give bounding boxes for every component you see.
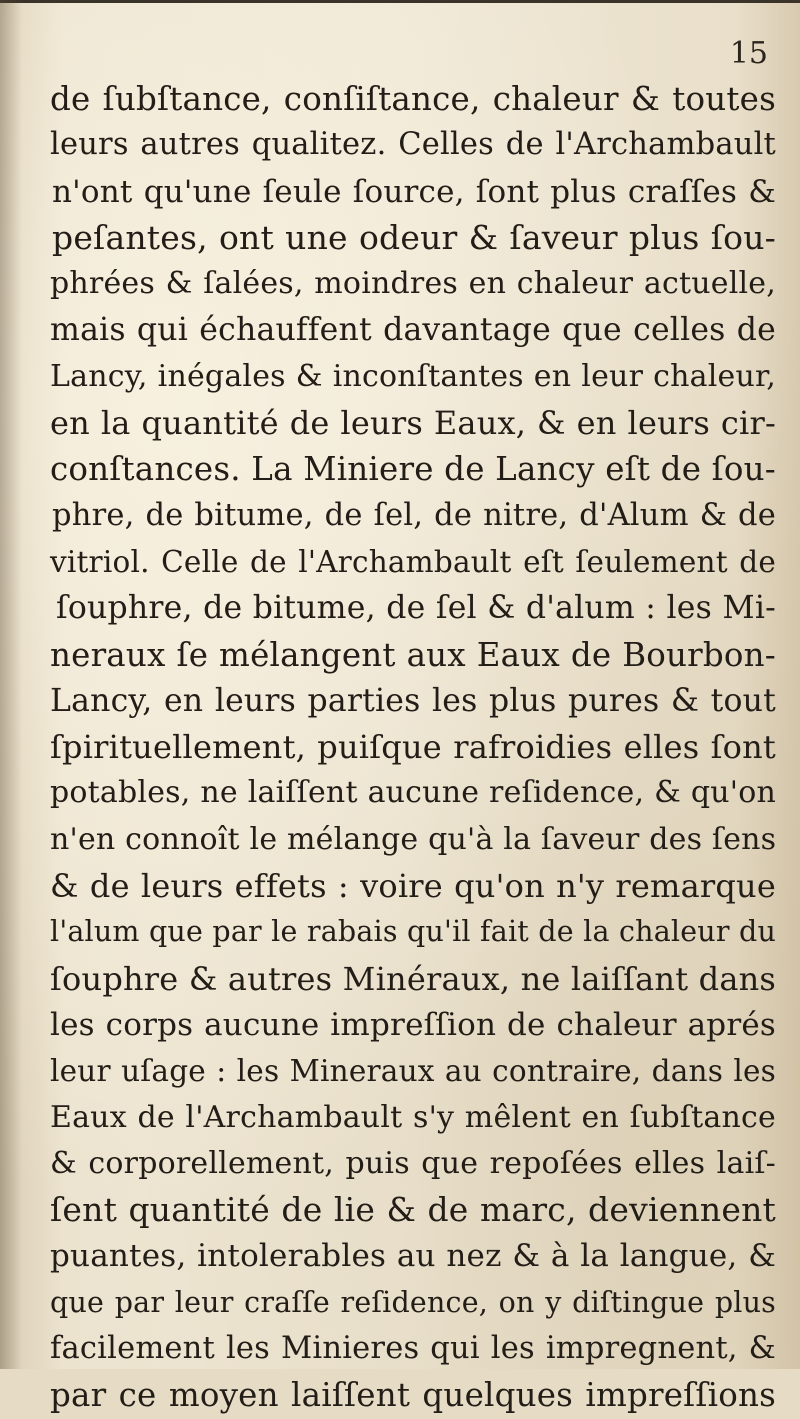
text-line: de ſubſtance, conſiſtance, chaleur & toutes xyxy=(50,80,776,118)
page-number: 15 xyxy=(729,36,768,71)
text-line: que par leur craſſe reſidence, on y diſtingue plus xyxy=(50,1285,776,1319)
text-line: par ce moyen laiſſent quelques impreſſions xyxy=(50,1376,776,1415)
text-line: facilement les Minieres qui les impregnent, & xyxy=(50,1331,776,1367)
text-line: vitriol. Celle de l'Archambault eſt ſeulement de xyxy=(50,544,776,579)
text-line: phre, de bitume, de ſel, de nitre, d'Alum & de xyxy=(52,497,776,533)
text-line: peſantes, ont une odeur & ſaveur plus ſou- xyxy=(52,217,776,257)
text-line: les corps aucune impreſſion de chaleur aprés xyxy=(50,1006,776,1043)
text-line: & de leurs effets : voire qu'on n'y remarque xyxy=(50,867,776,906)
text-line: Lancy, inégales & inconſtantes en leur chaleur, xyxy=(50,358,776,394)
text-line: leur uſage : les Mineraux au contraire, dans les xyxy=(50,1054,776,1089)
text-line: puantes, intolerables au nez & à la langue, & xyxy=(50,1238,776,1275)
text-line: n'en connoît le mélange qu'à la ſaveur des ſens xyxy=(50,821,777,857)
text-line: ſouphre & autres Minéraux, ne laiſſant dans xyxy=(50,959,777,998)
text-line: en la quantité de leurs Eaux, & en leurs cir- xyxy=(50,404,776,443)
text-line: ſouphre, de bitume, de ſel & d'alum : les Mi- xyxy=(56,590,776,627)
text-line: ſent quantité de lie & de marc, deviennent xyxy=(50,1190,776,1230)
text-line: potables, ne laiſſent aucune reſidence, & qu'on xyxy=(50,775,776,811)
text-line: neraux ſe mélangent aux Eaux de Bourbon- xyxy=(50,635,776,674)
text-line: leurs autres qualitez. Celles de l'Archambault xyxy=(50,127,776,163)
text-line: phrées & ſalées, moindres en chaleur actuelle, xyxy=(50,266,776,302)
text-line: Eaux de l'Archambault s'y mêlent en ſubſtance xyxy=(50,1099,776,1135)
text-line: n'ont qu'une ſeule ſource, ſont plus craſſes & xyxy=(52,173,776,210)
text-line: mais qui échauffent davantage que celles de xyxy=(50,312,776,349)
spine-shadow xyxy=(0,0,22,1369)
text-line: l'alum que par le rabais qu'il fait de la chaleur du xyxy=(50,915,776,949)
text-line: & corporellement, puis que repoſées elles laiſ- xyxy=(50,1145,776,1181)
text-line: conſtances. La Miniere de Lancy eſt de ſou- xyxy=(50,450,776,489)
top-border xyxy=(0,0,800,3)
text-line: ſpirituellement, puiſque rafroidies elles ſont xyxy=(50,728,776,767)
text-line: Lancy, en leurs parties les plus pures & tout xyxy=(50,682,776,719)
body-text xyxy=(50,76,776,1419)
